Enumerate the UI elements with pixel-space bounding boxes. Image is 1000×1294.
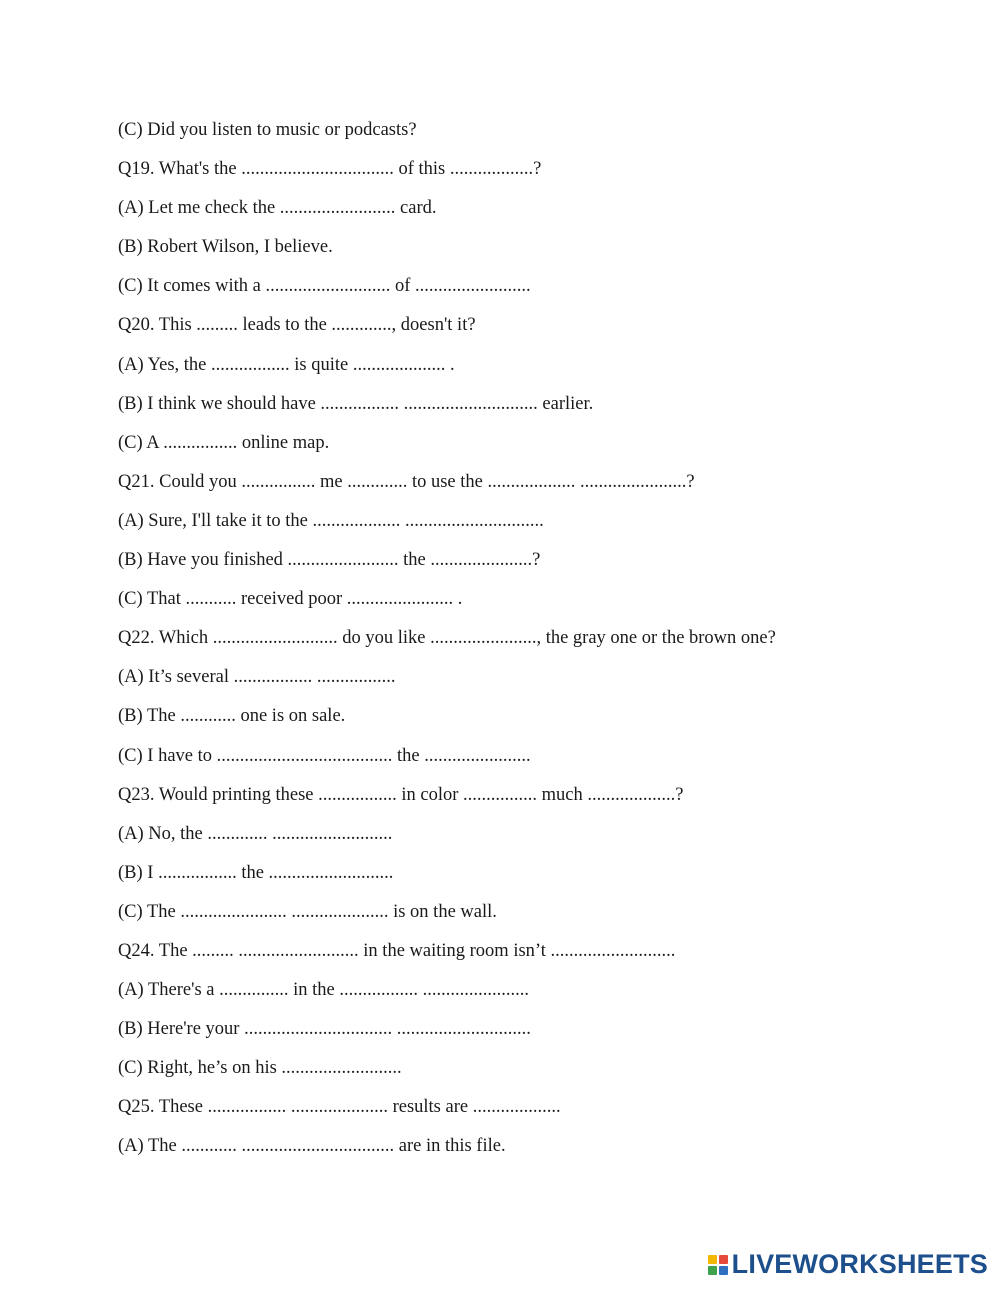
question-23: Q23. Would printing these ................. in color ................ much ...................?: [118, 784, 684, 805]
answer-option-b: (B) I think we should have ................. ............................. earlier.: [118, 393, 594, 414]
brand-name: LIVEWORKSHEETS: [731, 1249, 988, 1279]
liveworksheets-logo-icon: [708, 1255, 728, 1275]
worksheet-body: [118, 117, 958, 1173]
answer-option-c: (C) Did you listen to music or podcasts?: [118, 120, 417, 140]
logo-tile-green: [708, 1266, 717, 1275]
answer-option-c: (C) That ........... received poor ....................... .: [118, 589, 463, 610]
answer-option-c: (C) The ....................... ..................... is on the wall.: [118, 901, 497, 922]
answer-option-a: (A) It’s several ................. .................: [118, 667, 396, 688]
answer-option-a: (A) Yes, the ................. is quite .................... .: [118, 354, 455, 375]
question-21: Q21. Could you ................ me ............. to use the ................... .......................?: [118, 471, 695, 492]
answer-option-a: (A) Let me check the ......................... card.: [118, 198, 437, 219]
logo-tile-blue: [719, 1266, 728, 1275]
answer-option-a: (A) Sure, I'll take it to the ................... ..............................: [118, 510, 544, 531]
answer-option-c: (C) Right, he’s on his ..........................: [118, 1058, 402, 1079]
answer-option-b: (B) The ............ one is on sale.: [118, 706, 346, 727]
question-24: Q24. The ......... .......................... in the waiting room isn’t ...........................: [118, 940, 676, 961]
question-25: Q25. These ................. ..................... results are ...................: [118, 1097, 561, 1118]
answer-option-b: (B) Here're your ................................ .............................: [118, 1019, 531, 1040]
answer-option-c: (C) I have to ...................................... the .......................: [118, 745, 531, 766]
answer-option-c: (C) It comes with a ........................... of .........................: [118, 276, 531, 297]
answer-option-b: (B) Robert Wilson, I believe.: [118, 237, 333, 258]
liveworksheets-logo: [708, 1249, 988, 1280]
answer-option-c: (C) A ................ online map.: [118, 432, 330, 453]
answer-option-a: (A) No, the ............. ..........................: [118, 823, 393, 844]
question-19: Q19. What's the ................................. of this ..................?: [118, 159, 542, 180]
answer-option-b: (B) Have you finished ........................ the ......................?: [118, 550, 541, 571]
logo-tile-yellow: [708, 1255, 717, 1264]
question-20: Q20. This ......... leads to the ............., doesn't it?: [118, 315, 476, 336]
answer-option-a: (A) The ............ ................................. are in this file.: [118, 1136, 506, 1157]
answer-option-a: (A) There's a ............... in the ................. .......................: [118, 980, 529, 1001]
logo-tile-red: [719, 1255, 728, 1264]
answer-option-b: (B) I ................. the ...........................: [118, 862, 394, 883]
question-22: Q22. Which ........................... do you like ......................., the gray one or the brown one?: [118, 628, 776, 649]
